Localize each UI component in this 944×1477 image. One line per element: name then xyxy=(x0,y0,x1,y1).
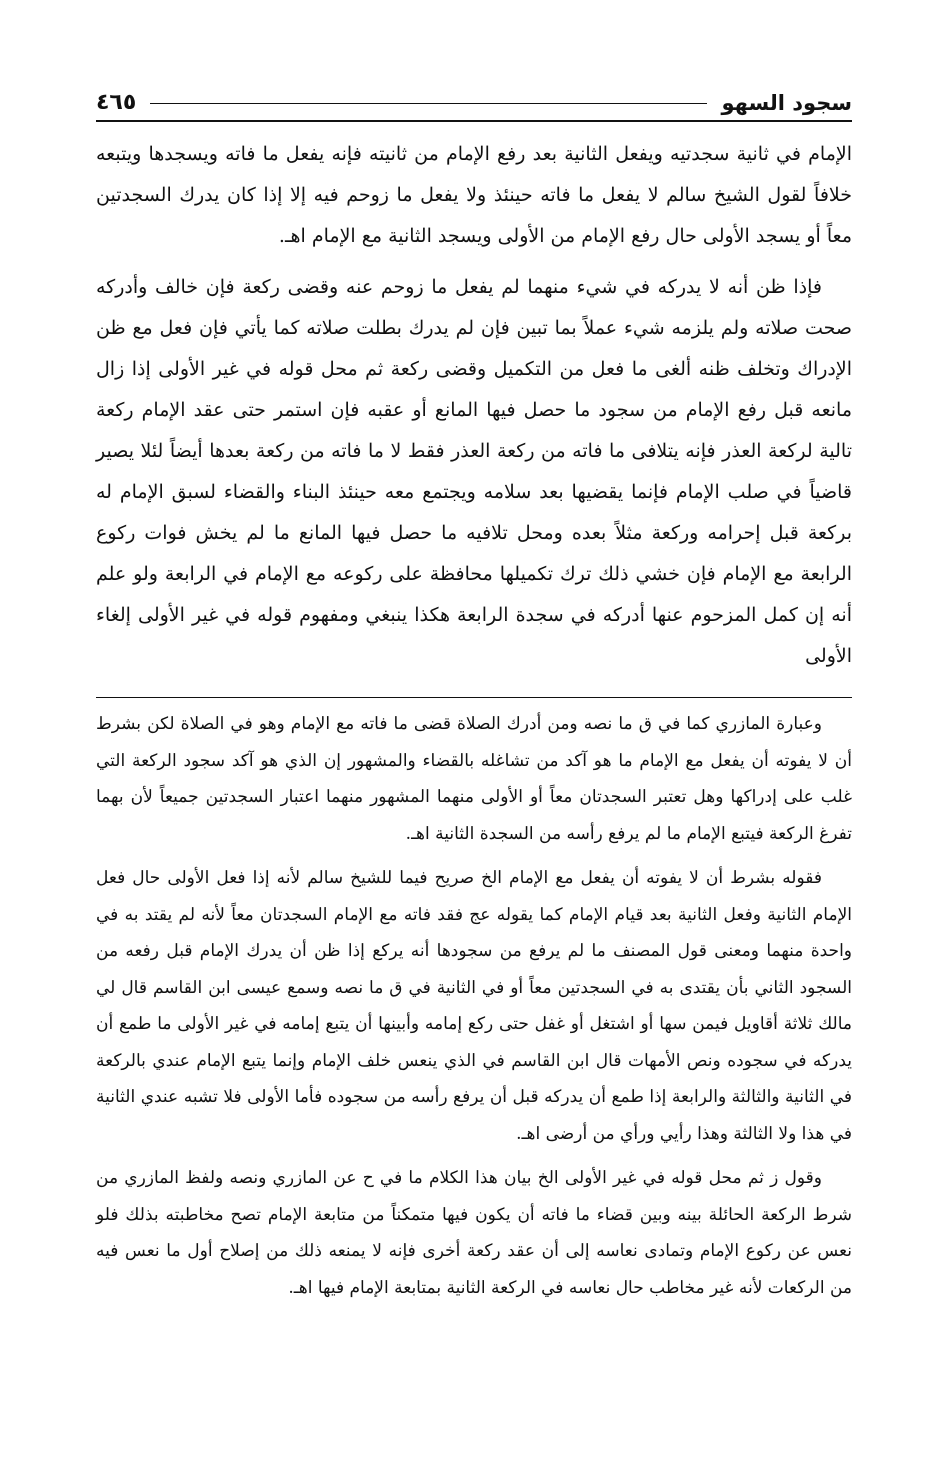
footnotes xyxy=(96,706,852,1306)
footnote-paragraph: وقول ز ثم محل قوله في غير الأولى الخ بيان هذا الكلام ما في ح عن المازري ونصه ولفظ المازري من شرط الركعة الحائلة بينه وبين قضاء ما فاته أن يكون فيها متمكناً من متابعة الإمام تصح مخاطبته بذلك فلو نعس عن ركوع الإمام وتمادى نعاسه إلى أن عقد ركعة أخرى فإنه لا يمنعه ذلك من إصلاح أول ما نعس فيه من الركعات لأنه غير مخاطب حال نعاسه في الركعة الثانية بمتابعة الإمام فيها اهـ. xyxy=(96,1168,852,1298)
main-text xyxy=(96,134,852,677)
main-paragraph: الإمام في ثانية سجدتيه ويفعل الثانية بعد رفع الإمام من ثانيته فإنه يفعل ما فاته ويسجدها ويتبعه خلافاً لقول الشيخ سالم لا يفعل ما فاته حينئذ ولا يفعل ما زوحم فيه إلا إذا كان يدرك السجدتين معاً أو يسجد الأولى حال رفع الإمام من الأولى ويسجد الثانية مع الإمام اهـ. xyxy=(96,143,852,247)
footnote-paragraph: وعبارة المازري كما في ق ما نصه ومن أدرك الصلاة قضى ما فاته مع الإمام وهو في الصلاة لكن بشرط أن لا يفوته أن يفعل مع الإمام ما هو آكد من تشاغله بالقضاء والمشهور إن الذي هو آكد سجود الركعة التي غلب على إدراكها وهل تعتبر السجدتان معاً أو الأولى منهما المشهور منهما اعتبار السجدتين جميعاً لأن بهما تفرغ الركعة فيتبع الإمام ما لم يرفع رأسه من السجدة الثانية اهـ. xyxy=(96,714,852,844)
book-page xyxy=(96,70,852,1430)
page-number: ٤٦٥ xyxy=(96,90,137,115)
main-paragraph: فإذا ظن أنه لا يدركه في شيء منهما لم يفعل ما زوحم عنه وقضى ركعة فإن خالف وأدركه صحت صلاته ولم يلزمه شيء عملاً بما تبين فإن لم يدرك بطلت صلاته كما يأتي فإن فعل مع ظن الإدراك وتخلف ظنه ألغى ما فعل من التكميل وقضى ركعة ثم محل قوله في غير الأولى إذا زال مانعه قبل رفع الإمام من سجود ما حصل فيها المانع أو عقبه فإن استمر حتى عقد الإمام ركعة تالية لركعة العذر فإنه يتلافى ما فاته من ركعة العذر فقط لا ما فاته من ركعة بعدها أيضاً لئلا يصير قاضياً في صلب الإمام فإنما يقضيها بعد سلامه ويجتمع معه حينئذ البناء والقضاء لسبق الإمام له بركعة قبل إحرامه وركعة مثلاً بعده ومحل تلافيه ما حصل فيها المانع ما لم يخش فوات ركوع الرابعة مع الإمام فإن خشي ذلك ترك تكميلها محافظة على ركوعه مع الإمام في الرابعة ولو علم أنه إن كمل المزحوم عنها أدركه في سجدة الرابعة هكذا ينبغي ومفهوم قوله في غير الأولى إلغاء الأولى xyxy=(96,276,852,667)
running-title: سجود السهو xyxy=(721,91,852,115)
footnote-paragraph: فقوله بشرط أن لا يفوته أن يفعل مع الإمام الخ صريح فيما للشيخ سالم لأنه إذا فعل الأولى حال فعل الإمام الثانية وفعل الثانية بعد قيام الإمام كما يقوله عج فقد فاته مع الإمام السجدتان معاً لأنه لم يقتد به في واحدة منهما ومعنى قول المصنف ما لم يرفع من سجودها أنه يركع إذا ظن أن يدرك الإمام قبل رفعه من السجود الثاني بأن يقتدى به في السجدتين معاً أو في الثانية في ق ما نصه وسمع عيسى ابن القاسم قال لي مالك ثلاثة أقاويل فيمن سها أو اشتغل أو غفل حتى ركع إمامه وأبينها أن يتبع إمامه في غير الأولى ما طمع أن يدركه في سجوده ونص الأمهات قال ابن القاسم في الذي ينعس خلف الإمام وإنما يتبع الإمام عندي بالركعة في الثانية والثالثة والرابعة إذا طمع أن يدركه قبل أن يرفع رأسه من سجوده فأما الأولى فلا تشبه عندي الثانية في هذا ولا الثالثة وهذا رأيي ورأي من أرضى اهـ. xyxy=(96,868,852,1144)
page-header xyxy=(96,70,852,122)
header-rule xyxy=(150,103,707,104)
footnote-separator xyxy=(96,697,852,698)
